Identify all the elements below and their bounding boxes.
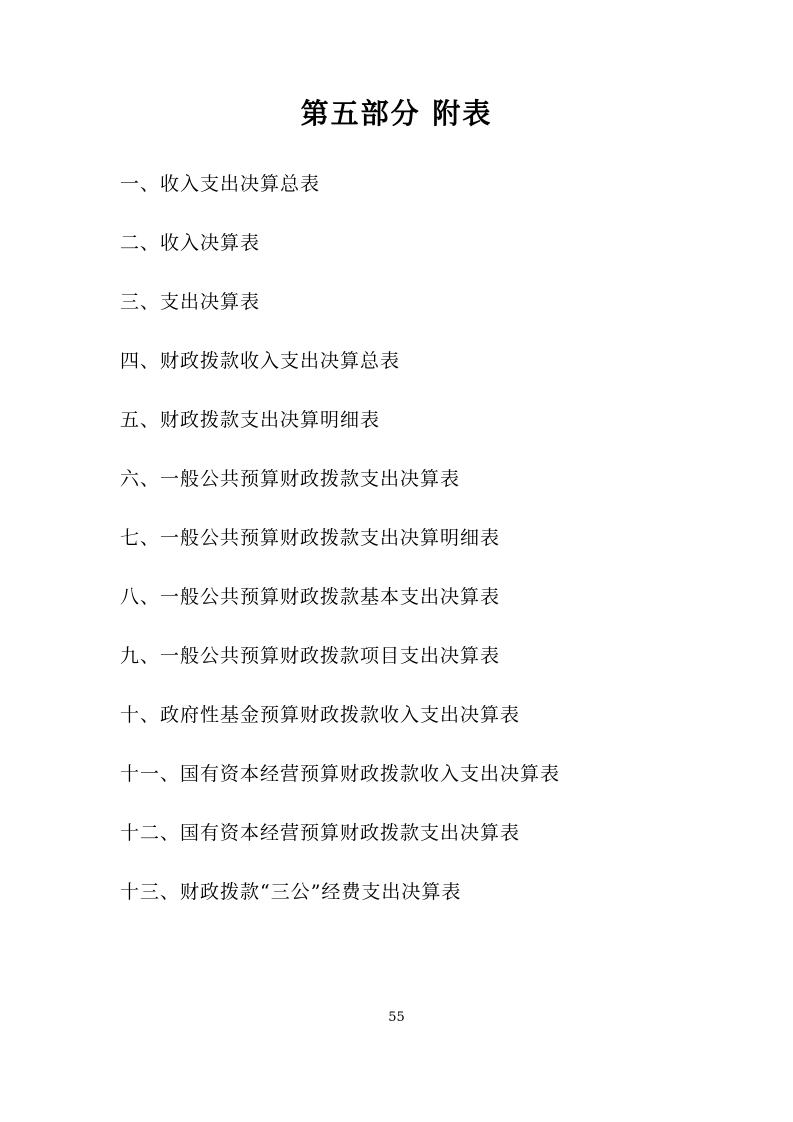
list-item: 一、收入支出决算总表 <box>120 173 321 195</box>
list-item: 七、一般公共预算财政拨款支出决算明细表 <box>120 527 501 549</box>
list-item: 十一、国有资本经营预算财政拨款收入支出决算表 <box>120 763 561 785</box>
table-of-contents <box>120 155 740 922</box>
list-item: 三、支出决算表 <box>120 291 261 313</box>
list-item: 六、一般公共预算财政拨款支出决算表 <box>120 468 461 490</box>
list-item: 四、财政拨款收入支出决算总表 <box>120 350 401 372</box>
list-item: 十二、国有资本经营预算财政拨款支出决算表 <box>120 822 521 844</box>
list-item: 九、一般公共预算财政拨款项目支出决算表 <box>120 645 501 667</box>
list-item: 十、政府性基金预算财政拨款收入支出决算表 <box>120 704 521 726</box>
list-item: 十三、财政拨款“三公”经费支出决算表 <box>120 881 462 903</box>
list-item: 二、收入决算表 <box>120 232 261 254</box>
page-title: 第五部分 附表 <box>300 97 493 130</box>
page-number: 55 <box>388 1010 405 1025</box>
list-item: 八、一般公共预算财政拨款基本支出决算表 <box>120 586 501 608</box>
list-item: 五、财政拨款支出决算明细表 <box>120 409 381 431</box>
